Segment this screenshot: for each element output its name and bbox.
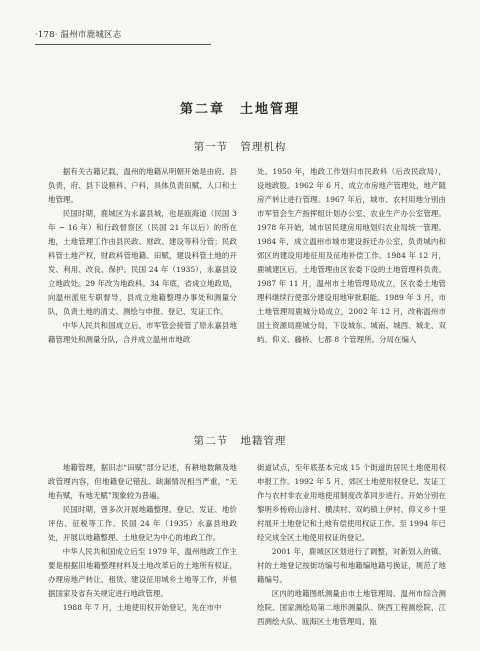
section-2-heading (0, 433, 480, 448)
section-1-body (48, 165, 446, 347)
running-head: ·178· 温州市鹿城区志 (35, 30, 122, 40)
paragraph: 地籍管理，据旧志“田赋”部分记述，有耕地数额及地政管理内容，但地籍登记错乱、缺漏情况相当严重，“无地有赋，有地无赋”现象较为普遍。 (48, 463, 237, 500)
section-2-left-column (48, 461, 237, 629)
paragraph: 中华人民共和国成立后至 1979 年，温州地政工作主要是根据旧地籍整理材料及土地改革后的土地所有权证，办理房地产转让、租赁、建设征用城乡土地等工作，并根据国家及省有关规定进行地政管理。 (48, 547, 237, 598)
paragraph: 据有关古籍记载，温州的地籍从明朝开始是由府、县负责，府、县下设粮科、户科，具体负责田赋、人口和土地管理。 (48, 167, 237, 204)
paragraph: 1988 年 7 月，土地使用权开始登记，先在市中 (62, 603, 222, 612)
chapter-title: 第二章 土地管理 (179, 102, 300, 117)
section-2-right-column (257, 461, 446, 629)
paragraph: 中华人民共和国成立后，市军管会接管了原永嘉县地籍管理处和测量分队，合并成立温州市地政 (48, 321, 237, 344)
section-1-heading (0, 139, 480, 154)
section-1-number: 第一节 (193, 141, 229, 153)
section-2-title: 地籍管理 (240, 435, 287, 447)
paragraph: 2001 年，鹿城区区划进行了调整，对新划入的镇、村的土地登记按街坊编号和地籍编地籍号换证，规范了地籍编号。 (257, 547, 446, 584)
paragraph: 街道试点，至年底基本完成 15 个街道的居民土地使用权申报工作。1992 年 5 月，郊区土地使用权登记、发证工作与农村非农业用地使用制度改革同步进行。开始分别在黎明乡杨府山涂村、横渎村、双屿镇上伊村、仰义乡十里村展开土地登记和土地有偿使用权证工作。至 1994 年已经完成全区土地使用权证的登记。 (257, 463, 446, 542)
paragraph: 民国时期，鹿城区为永嘉县城，也是瓯海道（民国 3 年 ~ 16 年）和行政督察区（民国 21 年以后）的所在地，土地管理工作由县民政、财政、建设等科分管；民政科管土地产权，财政科管地籍、田赋，建设科管土地的开发、利用、改良、保护。民国 24 年（1935），永嘉县设立地政处。29 年改为地政科。34 年底，省成立地政局，向温州派驻专职督导，县成立地籍整理办事处和测量分队，负责土地的清丈、测绘与申报、登记、发证工作。 (48, 209, 237, 316)
paragraph: 区内的地籍图纸测量由市土地管理局、温州市综合测绘院、国家测绘局第二地形测量队、陕西工程测绘院、江西测绘大队、瓯海区土地管理局、瓯 (257, 589, 446, 626)
header-rule (35, 44, 211, 45)
section-2-number: 第二节 (193, 435, 229, 447)
section-2-body (48, 461, 446, 629)
paragraph: 民国时期，曾多次开展地籍整理、登记、发证、地价评估、征税等工作。民国 24 年（1935）永嘉县地政处，开展以地籍整理、土地登记为中心的地政工作。 (48, 505, 237, 542)
paragraph: 处。1950 年，地政工作划归市民政科（后改民政局），设地政股。1962 年 6 月，成立市房地产管理处，地产随房产转让进行管理。1967 年后，城市、农村用地分别由市军管会生产指挥组计划办公室、农业生产办公室管理。1978 年开始，城市居民建房用地划归农业局统一管理。1984 年，成立温州市城市建设拆迁办公室，负责城内和郊区的建设用地征用及征地补偿工作。1984 年 12 月，鹿城建区后，土地管理由区农委下设的土地管理科负责。1987 年 11 月，温州市土地管理局成立，区农委土地管理科继续行使部分建设用地审批职能。1989 年 3 月，市土地管理局鹿城分局成立，2002 年 12 月，改称温州市国土资源局鹿城分局，下设城东、城南、城西、城北、双屿、仰义、藤桥、七都 8 个管理所。分局在编人 (257, 167, 446, 344)
section-1-left-column (48, 165, 237, 347)
section-1-title: 管理机构 (240, 141, 287, 153)
section-1-right-column (257, 165, 446, 347)
